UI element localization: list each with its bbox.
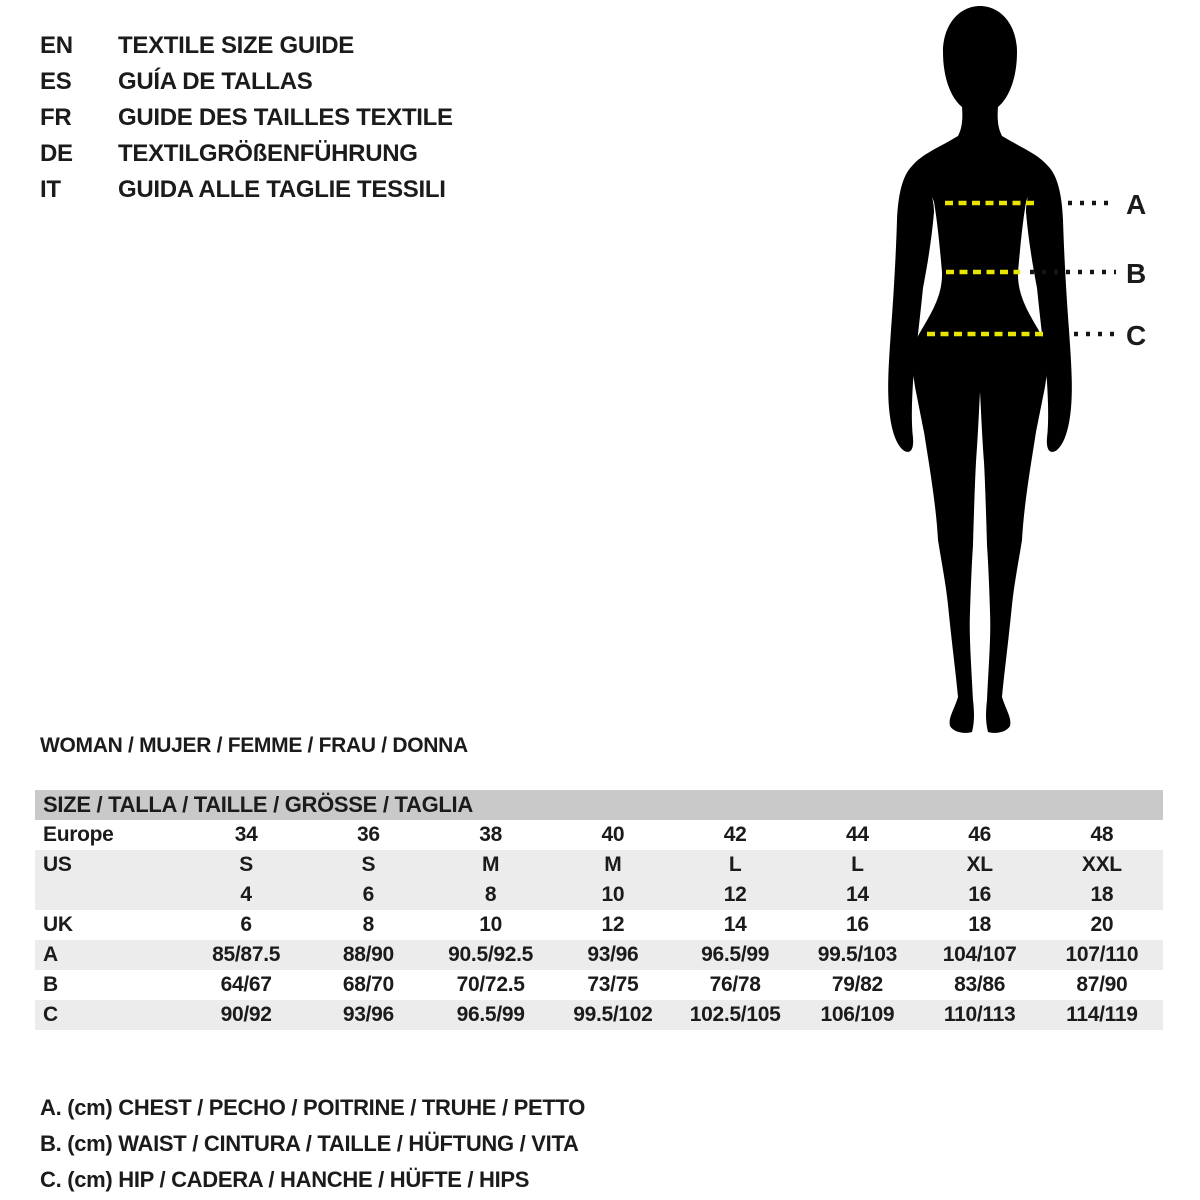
size-cell: 70/72.5: [456, 973, 525, 996]
size-cell: 8: [362, 913, 375, 936]
size-cell: 40: [601, 823, 625, 846]
size-cell: 12: [674, 880, 796, 910]
size-cell: XXL: [1041, 850, 1163, 880]
lang-code-en: EN: [40, 32, 73, 59]
body-shape: [912, 6, 1048, 733]
size-cell: 20: [1090, 913, 1114, 936]
size-cell: 18: [1041, 880, 1163, 910]
row-label: Europe: [43, 823, 114, 846]
size-cell: 88/90: [307, 940, 429, 970]
legend-chest: A. (cm) CHEST / PECHO / POITRINE / TRUHE / PETTO: [40, 1095, 586, 1120]
legend-hip: C. (cm) HIP / CADERA / HANCHE / HÜFTE / HIPS: [40, 1167, 530, 1192]
size-cell: 114/119: [1041, 1000, 1163, 1030]
size-cell: 6: [240, 913, 252, 936]
lang-title-de: TEXTILGRÖßENFÜHRUNG: [118, 140, 418, 167]
size-cell: 90.5/92.5: [430, 940, 552, 970]
size-cell: 87/90: [1076, 973, 1128, 996]
size-cell: 12: [601, 913, 625, 936]
size-cell: 85/87.5: [185, 940, 307, 970]
language-title-list: [40, 28, 453, 208]
size-table-section: [35, 790, 1163, 1030]
table-row-hip: [35, 1000, 1163, 1030]
measurement-legend: [40, 1090, 585, 1198]
size-cell: 106/109: [796, 1000, 918, 1030]
size-cell: 38: [479, 823, 502, 846]
size-cell: 48: [1090, 823, 1114, 846]
size-cell: 93/96: [552, 940, 674, 970]
gender-section-title: WOMAN / MUJER / FEMME / FRAU / DONNA: [40, 734, 468, 757]
size-cell: 44: [845, 823, 869, 846]
size-cell: M: [552, 850, 674, 880]
size-cell: 79/82: [831, 973, 883, 996]
lang-title-es: GUÍA DE TALLAS: [118, 68, 313, 95]
size-cell: S: [185, 850, 307, 880]
lang-title-it: GUIDA ALLE TAGLIE TESSILI: [118, 176, 446, 203]
marker-label-b: B: [1126, 258, 1146, 289]
marker-label-c: C: [1126, 320, 1146, 351]
size-cell: 14: [723, 913, 747, 936]
lang-row-fr: [40, 100, 453, 136]
size-cell: 8: [430, 880, 552, 910]
lang-code-de: DE: [40, 140, 73, 167]
size-cell: 68/70: [342, 973, 394, 996]
lang-title-fr: GUIDE DES TAILLES TEXTILE: [118, 104, 453, 131]
table-row-chest: [35, 940, 1163, 970]
size-cell: 16: [919, 880, 1041, 910]
row-label: [35, 880, 185, 910]
size-cell: 96.5/99: [674, 940, 796, 970]
size-cell: 83/86: [954, 973, 1006, 996]
row-label: UK: [43, 913, 73, 936]
row-label: A: [35, 940, 185, 970]
size-cell: 4: [185, 880, 307, 910]
legend-waist: B. (cm) WAIST / CINTURA / TAILLE / HÜFTUNG / VITA: [40, 1131, 579, 1156]
size-cell: M: [430, 850, 552, 880]
size-cell: 99.5/102: [552, 1000, 674, 1030]
lang-title-en: TEXTILE SIZE GUIDE: [118, 32, 354, 59]
lang-row-es: [40, 64, 453, 100]
size-cell: 110/113: [919, 1000, 1041, 1030]
lang-row-de: [40, 136, 453, 172]
marker-label-a: A: [1126, 189, 1146, 220]
size-cell: 16: [845, 913, 869, 936]
size-cell: XL: [919, 850, 1041, 880]
lang-code-es: ES: [40, 68, 72, 95]
table-row-waist: [35, 970, 1163, 1000]
size-cell: 107/110: [1041, 940, 1163, 970]
size-cell: 73/75: [587, 973, 639, 996]
size-cell: 42: [723, 823, 747, 846]
table-row-europe: [35, 820, 1163, 850]
size-cell: S: [307, 850, 429, 880]
size-cell: 14: [796, 880, 918, 910]
row-label: B: [43, 973, 58, 996]
size-table-header: SIZE / TALLA / TAILLE / GRÖSSE / TAGLIA: [35, 790, 1163, 820]
table-row-us-numbers: [35, 880, 1163, 910]
row-label: US: [35, 850, 185, 880]
row-label: C: [35, 1000, 185, 1030]
size-cell: 6: [307, 880, 429, 910]
size-cell: L: [796, 850, 918, 880]
size-cell: 36: [356, 823, 380, 846]
size-cell: 99.5/103: [796, 940, 918, 970]
size-cell: 10: [552, 880, 674, 910]
lang-row-en: [40, 28, 453, 64]
table-row-uk: [35, 910, 1163, 940]
table-row-us-letters: [35, 850, 1163, 880]
size-cell: 104/107: [919, 940, 1041, 970]
size-cell: 90/92: [185, 1000, 307, 1030]
lang-row-it: [40, 172, 453, 208]
lang-code-fr: FR: [40, 104, 72, 131]
size-cell: 96.5/99: [430, 1000, 552, 1030]
size-cell: 93/96: [307, 1000, 429, 1030]
size-cell: 10: [479, 913, 502, 936]
size-cell: 76/78: [709, 973, 761, 996]
woman-silhouette: [870, 0, 1200, 740]
measurement-figure: [870, 0, 1200, 740]
size-cell: 18: [968, 913, 991, 936]
size-cell: 102.5/105: [674, 1000, 796, 1030]
size-cell: 46: [968, 823, 991, 846]
size-cell: 34: [234, 823, 258, 846]
size-table: [35, 820, 1163, 1030]
lang-code-it: IT: [40, 176, 61, 203]
size-cell: 64/67: [220, 973, 272, 996]
size-cell: L: [674, 850, 796, 880]
